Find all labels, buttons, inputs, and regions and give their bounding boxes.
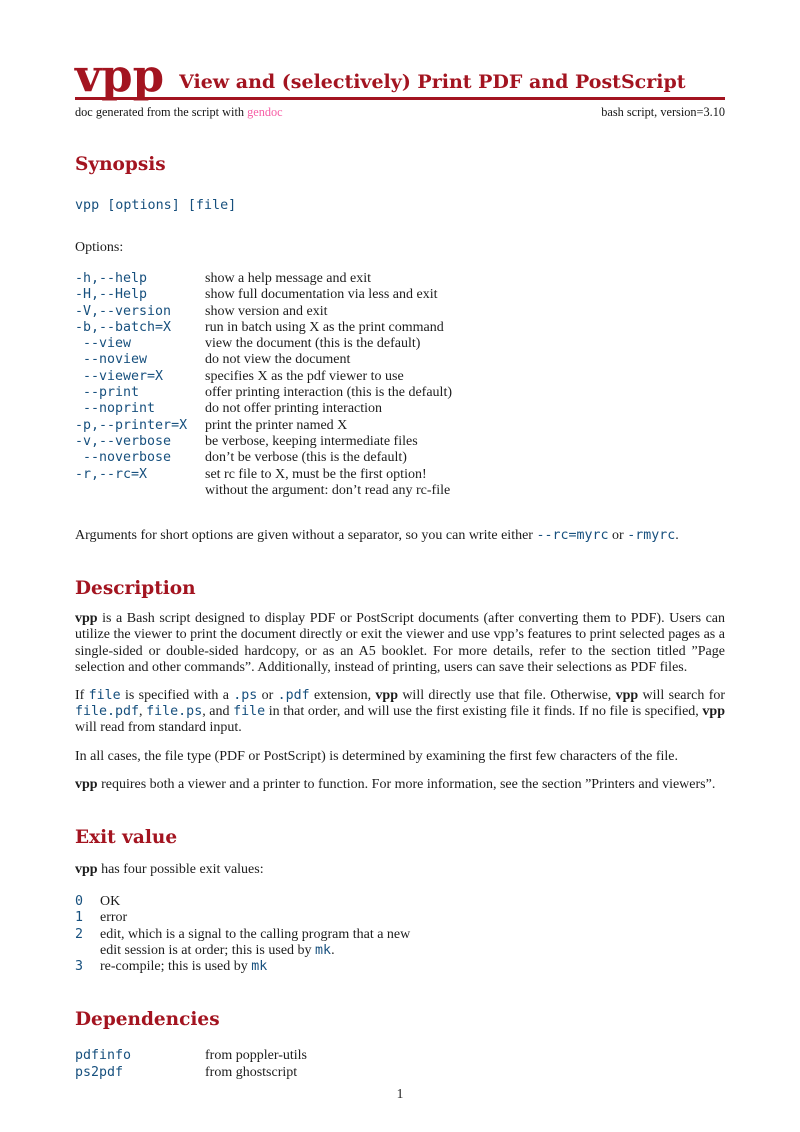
- option-flag: --noverbose: [75, 450, 172, 466]
- option-flag: --viewer=X: [75, 368, 164, 384]
- option-row: [75, 287, 725, 303]
- option-row: [75, 401, 725, 417]
- dependency-row: [75, 1065, 725, 1081]
- dependency-description: from ghostscript: [205, 1064, 298, 1080]
- section-heading-synopsis: Synopsis: [75, 154, 166, 175]
- option-flag: -b,--batch=X: [75, 319, 172, 335]
- dependencies-list: [75, 1048, 725, 1081]
- exit-value-row: [75, 910, 725, 926]
- option-description: show version and exit: [205, 303, 328, 319]
- dependency-description: from poppler-utils: [205, 1048, 307, 1064]
- option-flag: -p,--printer=X: [75, 417, 188, 433]
- section-heading-description: Description: [75, 578, 196, 600]
- option-flag: -r,--rc=X: [75, 466, 148, 482]
- option-description: set rc file to X, must be the first option!: [205, 466, 427, 482]
- option-flag: -V,--version: [75, 303, 172, 319]
- option-flag: --noview: [75, 352, 148, 368]
- section-heading-exit-value: Exit value: [75, 826, 178, 848]
- version-note: bash script, version=3.10: [601, 105, 725, 119]
- option-row: [75, 352, 725, 368]
- description-paragraph: vpp is a Bash script designed to display PDF or PostScript documents (after converting them to PDF). Users can utilize the viewer to print the document directly or exit the viewer and use vpp’s features to print selected pages as a single-sided or double-sided hardcopy, or as an A5 booklet. For more details, refer to the section titled ”Page selection and other commands”. Additionally, instead of printing, users can save their selections as PDF files.: [75, 611, 725, 675]
- usage-code: vpp [options] [file]: [75, 198, 237, 213]
- description-section: [75, 578, 725, 793]
- exit-description: edit, which is a signal to the calling program that a new edit session is at order; this is used by mk.: [100, 926, 411, 958]
- option-flag: --view: [75, 336, 132, 352]
- option-flag: --noprint: [75, 401, 156, 417]
- description-paragraph: If file is specified with a .ps or .pdf extension, vpp will directly use that file. Otherwise, vpp will search for file.pdf, file.ps, and file in that order, and will use the first existing file it finds. If no file is specified, vpp will read from standard input.: [75, 687, 726, 736]
- exit-value-row: [75, 927, 725, 960]
- option-flag: -h,--help: [75, 271, 148, 286]
- option-description: specifies X as the pdf viewer to use: [205, 368, 404, 384]
- option-row: [75, 418, 725, 434]
- option-flag: -H,--Help: [75, 287, 148, 303]
- description-paragraph: vpp requires both a viewer and a printer to function. For more information, see the section ”Printers and viewers”.: [75, 776, 716, 792]
- option-description: view the document (this is the default): [205, 336, 421, 352]
- option-row: [75, 434, 725, 450]
- options-list: [75, 271, 725, 499]
- exit-description: error: [100, 910, 128, 926]
- exit-description: OK: [100, 893, 121, 909]
- doc-generated-text: doc generated from the script with: [75, 105, 248, 119]
- exit-code: 3: [75, 959, 84, 975]
- option-row: [75, 320, 725, 336]
- option-description: offer printing interaction (this is the default): [205, 385, 453, 401]
- option-description: be verbose, keeping intermediate files: [205, 433, 418, 449]
- option-description: without the argument: don’t read any rc-file: [205, 482, 451, 498]
- doc-generated-note: [75, 105, 283, 120]
- dependency-row: [75, 1048, 725, 1064]
- option-row: [75, 467, 725, 483]
- exit-value-intro: vpp has four possible exit values:: [75, 861, 264, 877]
- option-row: [75, 271, 725, 287]
- app-logo: vpp: [75, 49, 165, 102]
- exit-code: 1: [75, 910, 84, 926]
- option-description: show full documentation via less and exit: [205, 287, 438, 303]
- masthead: [75, 49, 725, 120]
- exit-code: 2: [75, 926, 84, 942]
- option-description: do not offer printing interaction: [205, 401, 383, 417]
- exit-description: re-compile; this is used by mk: [100, 959, 268, 975]
- short-options-note: Arguments for short options are given without a separator, so you can write either --rc=myrc or -rmyrc.: [75, 528, 679, 544]
- option-description: don’t be verbose (this is the default): [205, 450, 407, 466]
- option-row: [75, 483, 725, 499]
- options-label: Options:: [75, 240, 124, 255]
- option-row: [75, 304, 725, 320]
- masthead-title-row: [75, 49, 725, 102]
- option-flag: -v,--verbose: [75, 433, 172, 449]
- exit-value-row: [75, 959, 725, 975]
- description-paragraph: In all cases, the file type (PDF or PostScript) is determined by examining the first few characters of the file.: [75, 748, 678, 764]
- option-description: print the printer named X: [205, 417, 348, 433]
- page-title: View and (selectively) Print PDF and PostScript: [179, 71, 686, 93]
- option-row: [75, 369, 725, 385]
- option-row: [75, 385, 725, 401]
- exit-values-list: [75, 894, 725, 975]
- section-heading-dependencies: Dependencies: [75, 1009, 220, 1031]
- option-description: do not view the document: [205, 352, 351, 368]
- option-flag: --print: [75, 385, 140, 401]
- option-row: [75, 336, 725, 352]
- dependencies-section: [75, 1009, 725, 1081]
- dependency-name: pdfinfo: [75, 1048, 132, 1064]
- meta-row: [75, 105, 725, 120]
- gendoc-link[interactable]: gendoc: [247, 105, 283, 119]
- synopsis-section: [75, 154, 725, 544]
- exit-value-row: [75, 894, 725, 910]
- description-paragraphs: [75, 611, 725, 793]
- page-number: 1: [396, 1086, 404, 1101]
- dependency-name: ps2pdf: [75, 1064, 124, 1080]
- exit-code: 0: [75, 893, 84, 909]
- option-description: run in batch using X as the print command: [205, 319, 444, 335]
- option-row: [75, 450, 725, 466]
- option-description: show a help message and exit: [205, 271, 372, 286]
- option-flag: [75, 483, 205, 499]
- exit-value-section: [75, 827, 725, 975]
